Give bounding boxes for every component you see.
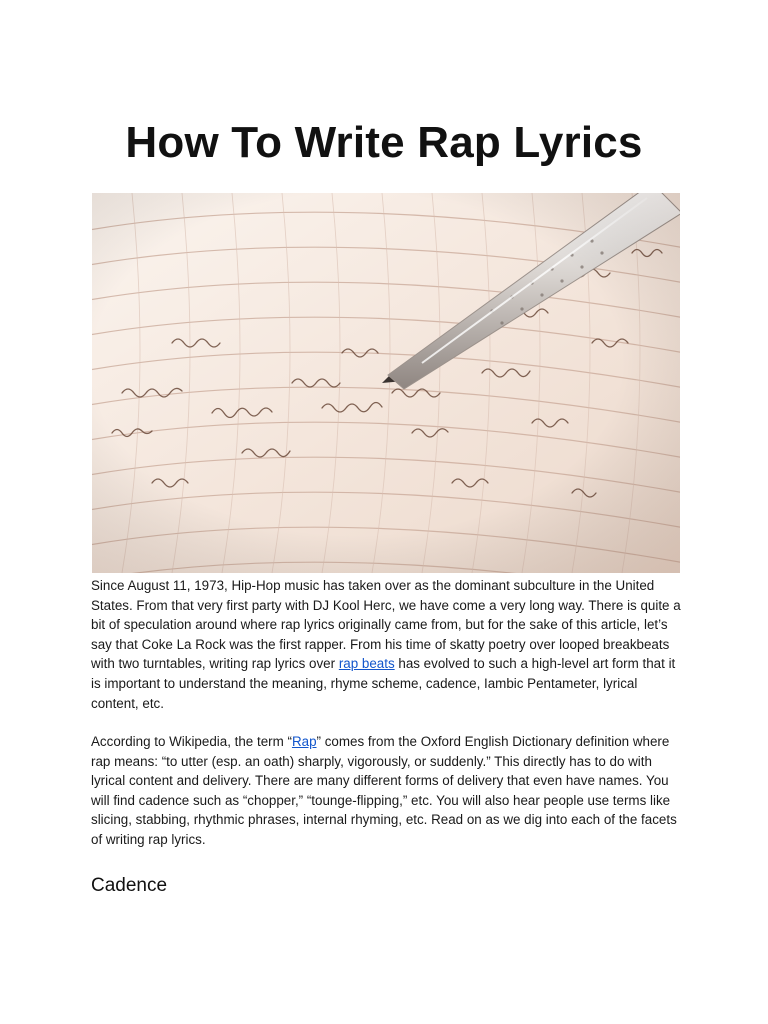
notebook-with-pen-image — [92, 193, 680, 573]
intro-text-before-link: Since August 11, 1973, Hip-Hop music has taken over as the dominant subculture in the United States. From that very first party with DJ Kool Herc, we have come a very long way. There is quite a bit of speculation around where rap lyrics originally came from, but for the sake of this article, let’s say that Coke La Rock was the first rapper. From his time of skatty poetry over looped breakbeats with two turntables, writing rap lyrics over — [91, 578, 681, 672]
rap-beats-link[interactable]: rap beats — [338, 656, 395, 672]
page-title: How To Write Rap Lyrics — [125, 118, 643, 167]
definition-paragraph — [91, 732, 681, 850]
rap-link[interactable]: Rap — [291, 734, 317, 749]
definition-text-before-link: According to Wikipedia, the term “ — [91, 734, 292, 749]
intro-text-after-link: has evolved to such a high-level art form that it is important to understand the meaning, rhyme scheme, cadence, Iambic Pentameter, lyrical content, etc. — [91, 656, 676, 711]
definition-text-after-link: ” comes from the Oxford English Dictionary definition where rap means: “to utter (esp. an oath) sharply, vigorously, or suddenly.” This directly has to do with lyrical content and delivery. There are many different forms of delivery that even have names. You will find cadence such as “chopper,” “tounge-flipping,” etc. You will also hear people use terms like slicing, stabbing, rhythmic phrases, internal rhyming, etc. Read on as we dig into each of the facets of writing rap lyrics. — [91, 734, 677, 847]
section-heading-cadence: Cadence — [91, 875, 168, 896]
intro-paragraph — [91, 576, 681, 713]
